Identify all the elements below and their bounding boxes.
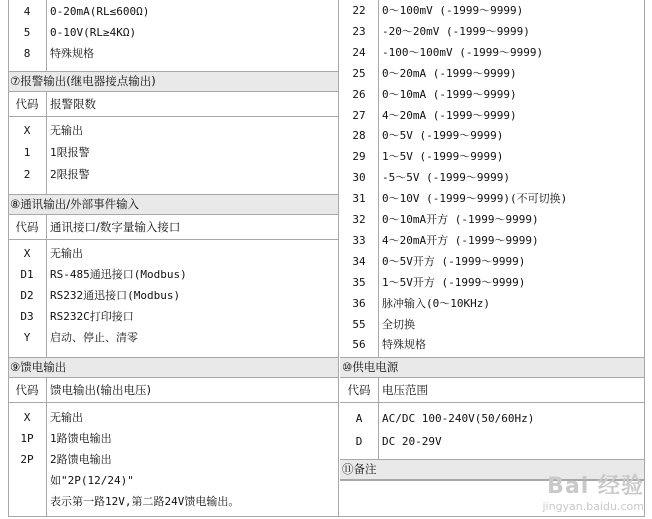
row-description: 1～5V (-1999～9999) <box>382 150 504 164</box>
input-type-row <box>340 335 644 356</box>
alarm-row <box>8 142 338 164</box>
feed-section-header: ⑨馈电输出 <box>8 357 338 378</box>
row-code: 24 <box>352 45 366 59</box>
row-code: 31 <box>352 192 366 206</box>
row-description: 启动、停止、清零 <box>50 331 138 344</box>
row-code: 8 <box>23 47 31 60</box>
output-type-row <box>8 1 338 22</box>
power-row <box>340 430 644 453</box>
input-type-row <box>340 22 644 43</box>
code-column-label: 代码 <box>15 220 39 234</box>
alarm-section-header: ⑦报警输出(继电器接点输出) <box>8 71 338 92</box>
feed-row <box>8 491 338 512</box>
input-type-row <box>340 231 644 252</box>
row-description: 全切换 <box>382 317 415 331</box>
alarm-column-header <box>8 92 338 117</box>
input-type-row <box>340 43 644 64</box>
input-type-row <box>340 189 644 210</box>
row-description: -20～20mV (-1999～9999) <box>382 24 530 38</box>
comm-interface-column-label: 通讯接口/数字量输入接口 <box>50 220 181 234</box>
input-type-row <box>340 1 644 22</box>
row-code: 1 <box>23 146 31 159</box>
row-code: X <box>23 411 31 424</box>
row-code: 1P <box>20 432 34 445</box>
feed-row <box>8 470 338 491</box>
row-code: 36 <box>352 296 366 310</box>
row-code: D2 <box>20 289 34 302</box>
row-code: 33 <box>352 233 366 247</box>
row-code: 34 <box>352 254 366 268</box>
comm-row <box>8 285 338 306</box>
row-code: 29 <box>352 150 366 164</box>
power-row <box>340 407 644 430</box>
input-type-row <box>340 315 644 336</box>
code-column-label: 代码 <box>15 383 39 397</box>
row-description: -100～100mV (-1999～9999) <box>382 45 544 59</box>
row-description: 0～100mV (-1999～9999) <box>382 4 524 17</box>
row-description: -5～5V (-1999～9999) <box>382 171 510 185</box>
row-code: 2P <box>20 453 34 466</box>
row-code: Y <box>23 331 31 344</box>
voltage-range-column-label: 电压范围 <box>382 383 428 397</box>
power-column-header <box>340 378 644 403</box>
row-code: 26 <box>352 87 366 101</box>
row-description: 0～5V (-1999～9999) <box>382 129 504 143</box>
comm-section-header: ⑧通讯输出/外部事件输入 <box>8 194 338 215</box>
row-code: 2 <box>23 168 31 181</box>
input-type-row <box>340 294 644 315</box>
row-code: 23 <box>352 24 366 38</box>
output-type-row <box>8 43 338 64</box>
comm-row <box>8 243 338 264</box>
row-code: 4 <box>23 5 31 18</box>
input-type-row <box>340 252 644 273</box>
row-code: 35 <box>352 275 366 289</box>
row-code: 25 <box>352 66 366 80</box>
watermark-url: jingyan.baidu.com <box>542 500 644 513</box>
comm-column-header <box>8 215 338 240</box>
alarm-row <box>8 120 338 142</box>
row-description: 4～20mA (-1999～9999) <box>382 108 517 122</box>
row-description: 0-10V(RL≥4KΩ) <box>50 26 137 39</box>
row-code: X <box>23 124 31 137</box>
code-column-divider <box>46 215 47 357</box>
input-type-row <box>340 210 644 231</box>
row-description: 0～20mA (-1999～9999) <box>382 66 517 80</box>
code-column-divider <box>378 378 379 459</box>
input-type-row <box>340 273 644 294</box>
feed-row <box>8 428 338 449</box>
table-bottom <box>8 516 645 517</box>
row-description: 2路馈电输出 <box>50 453 112 466</box>
row-description: 特殊规格 <box>382 338 426 352</box>
alarm-row <box>8 164 338 186</box>
row-description: 特殊规格 <box>50 47 94 60</box>
right-border <box>644 0 645 517</box>
feed-row <box>8 449 338 470</box>
feed-output-column-label: 馈电输出(输出电压) <box>50 383 151 397</box>
right-panel <box>340 0 644 357</box>
row-description: 0～10mA (-1999～9999) <box>382 87 517 101</box>
row-code: 30 <box>352 171 366 185</box>
row-description: 1～5V开方 (-1999～9999) <box>382 275 526 289</box>
row-description: RS232通迅接口(Modbus) <box>50 289 181 302</box>
left-panel <box>8 0 338 357</box>
output-type-row <box>8 22 338 43</box>
code-column-label: 代码 <box>347 383 371 397</box>
input-type-row <box>340 64 644 85</box>
row-description: 0～10V (-1999～9999)(不可切换) <box>382 192 568 206</box>
row-code: X <box>23 247 31 260</box>
row-code: D <box>355 435 363 448</box>
row-description: 无输出 <box>50 247 83 260</box>
feed-row <box>8 407 338 428</box>
input-type-row <box>340 126 644 147</box>
left-border <box>8 0 9 517</box>
row-code: 32 <box>352 213 366 226</box>
row-description: AC/DC 100-240V(50/60Hz) <box>382 412 535 425</box>
comm-row <box>8 306 338 327</box>
row-code: A <box>355 412 363 425</box>
row-description: DC 20-29V <box>382 435 442 448</box>
baidu-jingyan-watermark <box>542 469 644 513</box>
row-description: 无输出 <box>50 124 83 137</box>
column-divider <box>338 357 339 517</box>
code-column-divider <box>378 0 379 357</box>
feed-column-header <box>8 378 338 403</box>
row-description: RS-485通迅接口(Modbus) <box>50 268 187 281</box>
column-divider <box>338 0 339 357</box>
row-code: 28 <box>352 129 366 143</box>
code-column-divider <box>46 92 47 194</box>
code-column-divider <box>46 378 47 517</box>
row-description: 0-20mA(RL≤600Ω) <box>50 5 150 18</box>
row-description: RS232C打印接口 <box>50 310 134 323</box>
input-type-row <box>340 85 644 106</box>
row-description: 2限报警 <box>50 168 90 181</box>
row-code: 5 <box>23 26 31 39</box>
row-code: D3 <box>20 310 34 323</box>
code-column-label: 代码 <box>15 97 39 111</box>
row-description: 0～5V开方 (-1999～9999) <box>382 254 526 268</box>
power-section-header: ⑩供电电源 <box>340 357 644 378</box>
row-description: 如"2P(12/24)" <box>50 474 134 487</box>
alarm-limit-column-label: 报警限数 <box>50 97 96 111</box>
row-description: 表示第一路12V,第二路24V馈电输出。 <box>50 495 240 508</box>
input-type-row <box>340 106 644 127</box>
input-type-row <box>340 168 644 189</box>
row-code: D1 <box>20 268 34 281</box>
watermark-brand: Bai 经验 <box>547 474 644 499</box>
row-description: 1路馈电输出 <box>50 432 112 445</box>
row-description: 1限报警 <box>50 146 90 159</box>
row-code: 27 <box>352 108 366 122</box>
feed-panel <box>8 357 338 517</box>
comm-row <box>8 327 338 348</box>
row-description: 脉冲输入(0～10KHz) <box>382 296 490 310</box>
comm-row <box>8 264 338 285</box>
row-code: 56 <box>352 338 366 352</box>
input-type-row <box>340 147 644 168</box>
row-code: 22 <box>352 4 366 17</box>
row-description: 无输出 <box>50 411 83 424</box>
remarks-section-header: ⑪备注 <box>340 459 644 480</box>
row-description: 0～10mA开方 (-1999～9999) <box>382 213 539 226</box>
row-description: 4～20mA开方 (-1999～9999) <box>382 233 539 247</box>
row-code: 55 <box>352 317 366 331</box>
code-column-divider <box>46 0 47 71</box>
